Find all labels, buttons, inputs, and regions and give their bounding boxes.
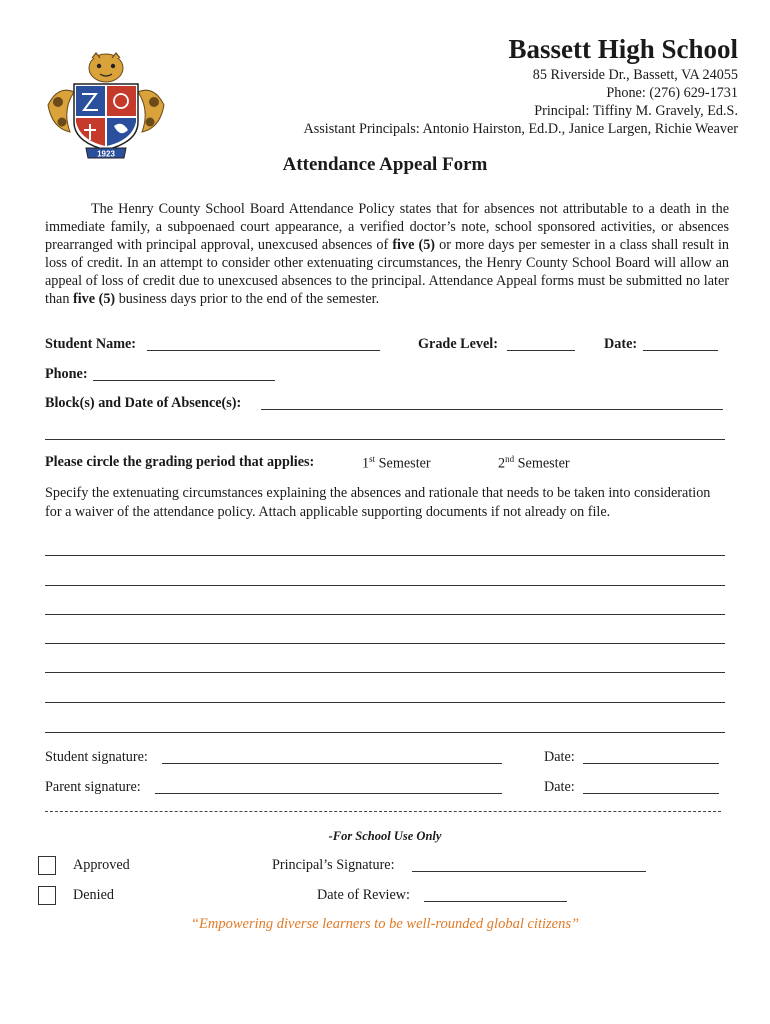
circumstances-line-4[interactable] bbox=[45, 643, 725, 644]
dashed-divider bbox=[45, 811, 721, 812]
semester-1-option[interactable]: 1st Semester bbox=[362, 454, 431, 472]
school-use-heading: -For School Use Only bbox=[328, 829, 442, 843]
parent-signature-date-label: Date: bbox=[544, 779, 575, 795]
student-signature-date-field[interactable] bbox=[583, 763, 719, 764]
parent-signature-date-field[interactable] bbox=[583, 793, 719, 794]
circumstances-instructions: Specify the extenuating circumstances explaining the absences and rationale that needs to be taken into consideration for a waiver of the attendance policy. Attach applicable supporting documents if not already on file. bbox=[45, 485, 711, 520]
grade-level-field[interactable] bbox=[507, 350, 575, 351]
circumstances-line-1[interactable] bbox=[45, 555, 725, 556]
circumstances-line-3[interactable] bbox=[45, 614, 725, 615]
student-signature-date-label: Date: bbox=[544, 749, 575, 765]
approved-label: Approved bbox=[73, 857, 130, 873]
approved-checkbox[interactable] bbox=[38, 856, 56, 875]
school-motto: “Empowering diverse learners to be well-rounded global citizens” bbox=[190, 916, 580, 932]
denied-checkbox[interactable] bbox=[38, 886, 56, 905]
semester-2-option[interactable]: 2nd Semester bbox=[498, 454, 570, 472]
denied-label: Denied bbox=[73, 887, 114, 903]
absence-field-line-2[interactable] bbox=[45, 439, 725, 440]
student-name-field[interactable] bbox=[147, 350, 380, 351]
circumstances-line-2[interactable] bbox=[45, 585, 725, 586]
grade-level-label: Grade Level: bbox=[418, 336, 498, 352]
date-field[interactable] bbox=[643, 350, 718, 351]
assistant-principals: Assistant Principals: Antonio Hairston, Ed.D., Janice Largen, Richie Weaver bbox=[303, 121, 738, 137]
circumstances-line-6[interactable] bbox=[45, 702, 725, 703]
crest-year: 1923 bbox=[97, 149, 115, 159]
school-phone: Phone: (276) 629-1731 bbox=[606, 85, 738, 101]
circumstances-line-7[interactable] bbox=[45, 732, 725, 733]
parent-signature-field[interactable] bbox=[155, 793, 502, 794]
form-title: Attendance Appeal Form bbox=[282, 154, 488, 175]
student-name-label: Student Name: bbox=[45, 336, 137, 352]
student-signature-field[interactable] bbox=[162, 763, 502, 764]
student-signature-label: Student signature: bbox=[45, 749, 148, 765]
date-of-review-field[interactable] bbox=[424, 901, 567, 902]
principal-name: Principal: Tiffiny M. Gravely, Ed.S. bbox=[534, 103, 738, 119]
parent-signature-label: Parent signature: bbox=[45, 779, 141, 795]
phone-label: Phone: bbox=[45, 366, 88, 382]
absence-field[interactable] bbox=[261, 409, 723, 410]
phone-field[interactable] bbox=[93, 380, 275, 381]
absence-label: Block(s) and Date of Absence(s): bbox=[45, 395, 242, 411]
date-label: Date: bbox=[604, 336, 638, 352]
school-name: Bassett High School bbox=[508, 34, 738, 64]
principal-signature-label: Principal’s Signature: bbox=[272, 857, 395, 873]
intro-paragraph: The Henry County School Board Attendance Policy states that for absences not attributable to a death in the immediate family, a subpoenaed court appearance, a verified doctor’s note, school sponsored activities, or absences prearranged with principal approval, unexcused absences of five (5) or more days per semester in a class shall result in loss of credit. In an attempt to consider other extenuating circumstances, the Henry County School Board will allow an appeal of loss of credit due to unexcused absences to the principal. Attendance Appeal forms must be submitted no later than five (5) business days prior to the end of the semester. bbox=[45, 201, 730, 307]
school-address: 85 Riverside Dr., Bassett, VA 24055 bbox=[532, 67, 738, 83]
date-of-review-label: Date of Review: bbox=[317, 887, 410, 903]
school-crest-logo bbox=[40, 50, 172, 162]
circumstances-line-5[interactable] bbox=[45, 672, 725, 673]
grading-period-label: Please circle the grading period that applies: bbox=[45, 454, 315, 470]
principal-signature-field[interactable] bbox=[412, 871, 646, 872]
